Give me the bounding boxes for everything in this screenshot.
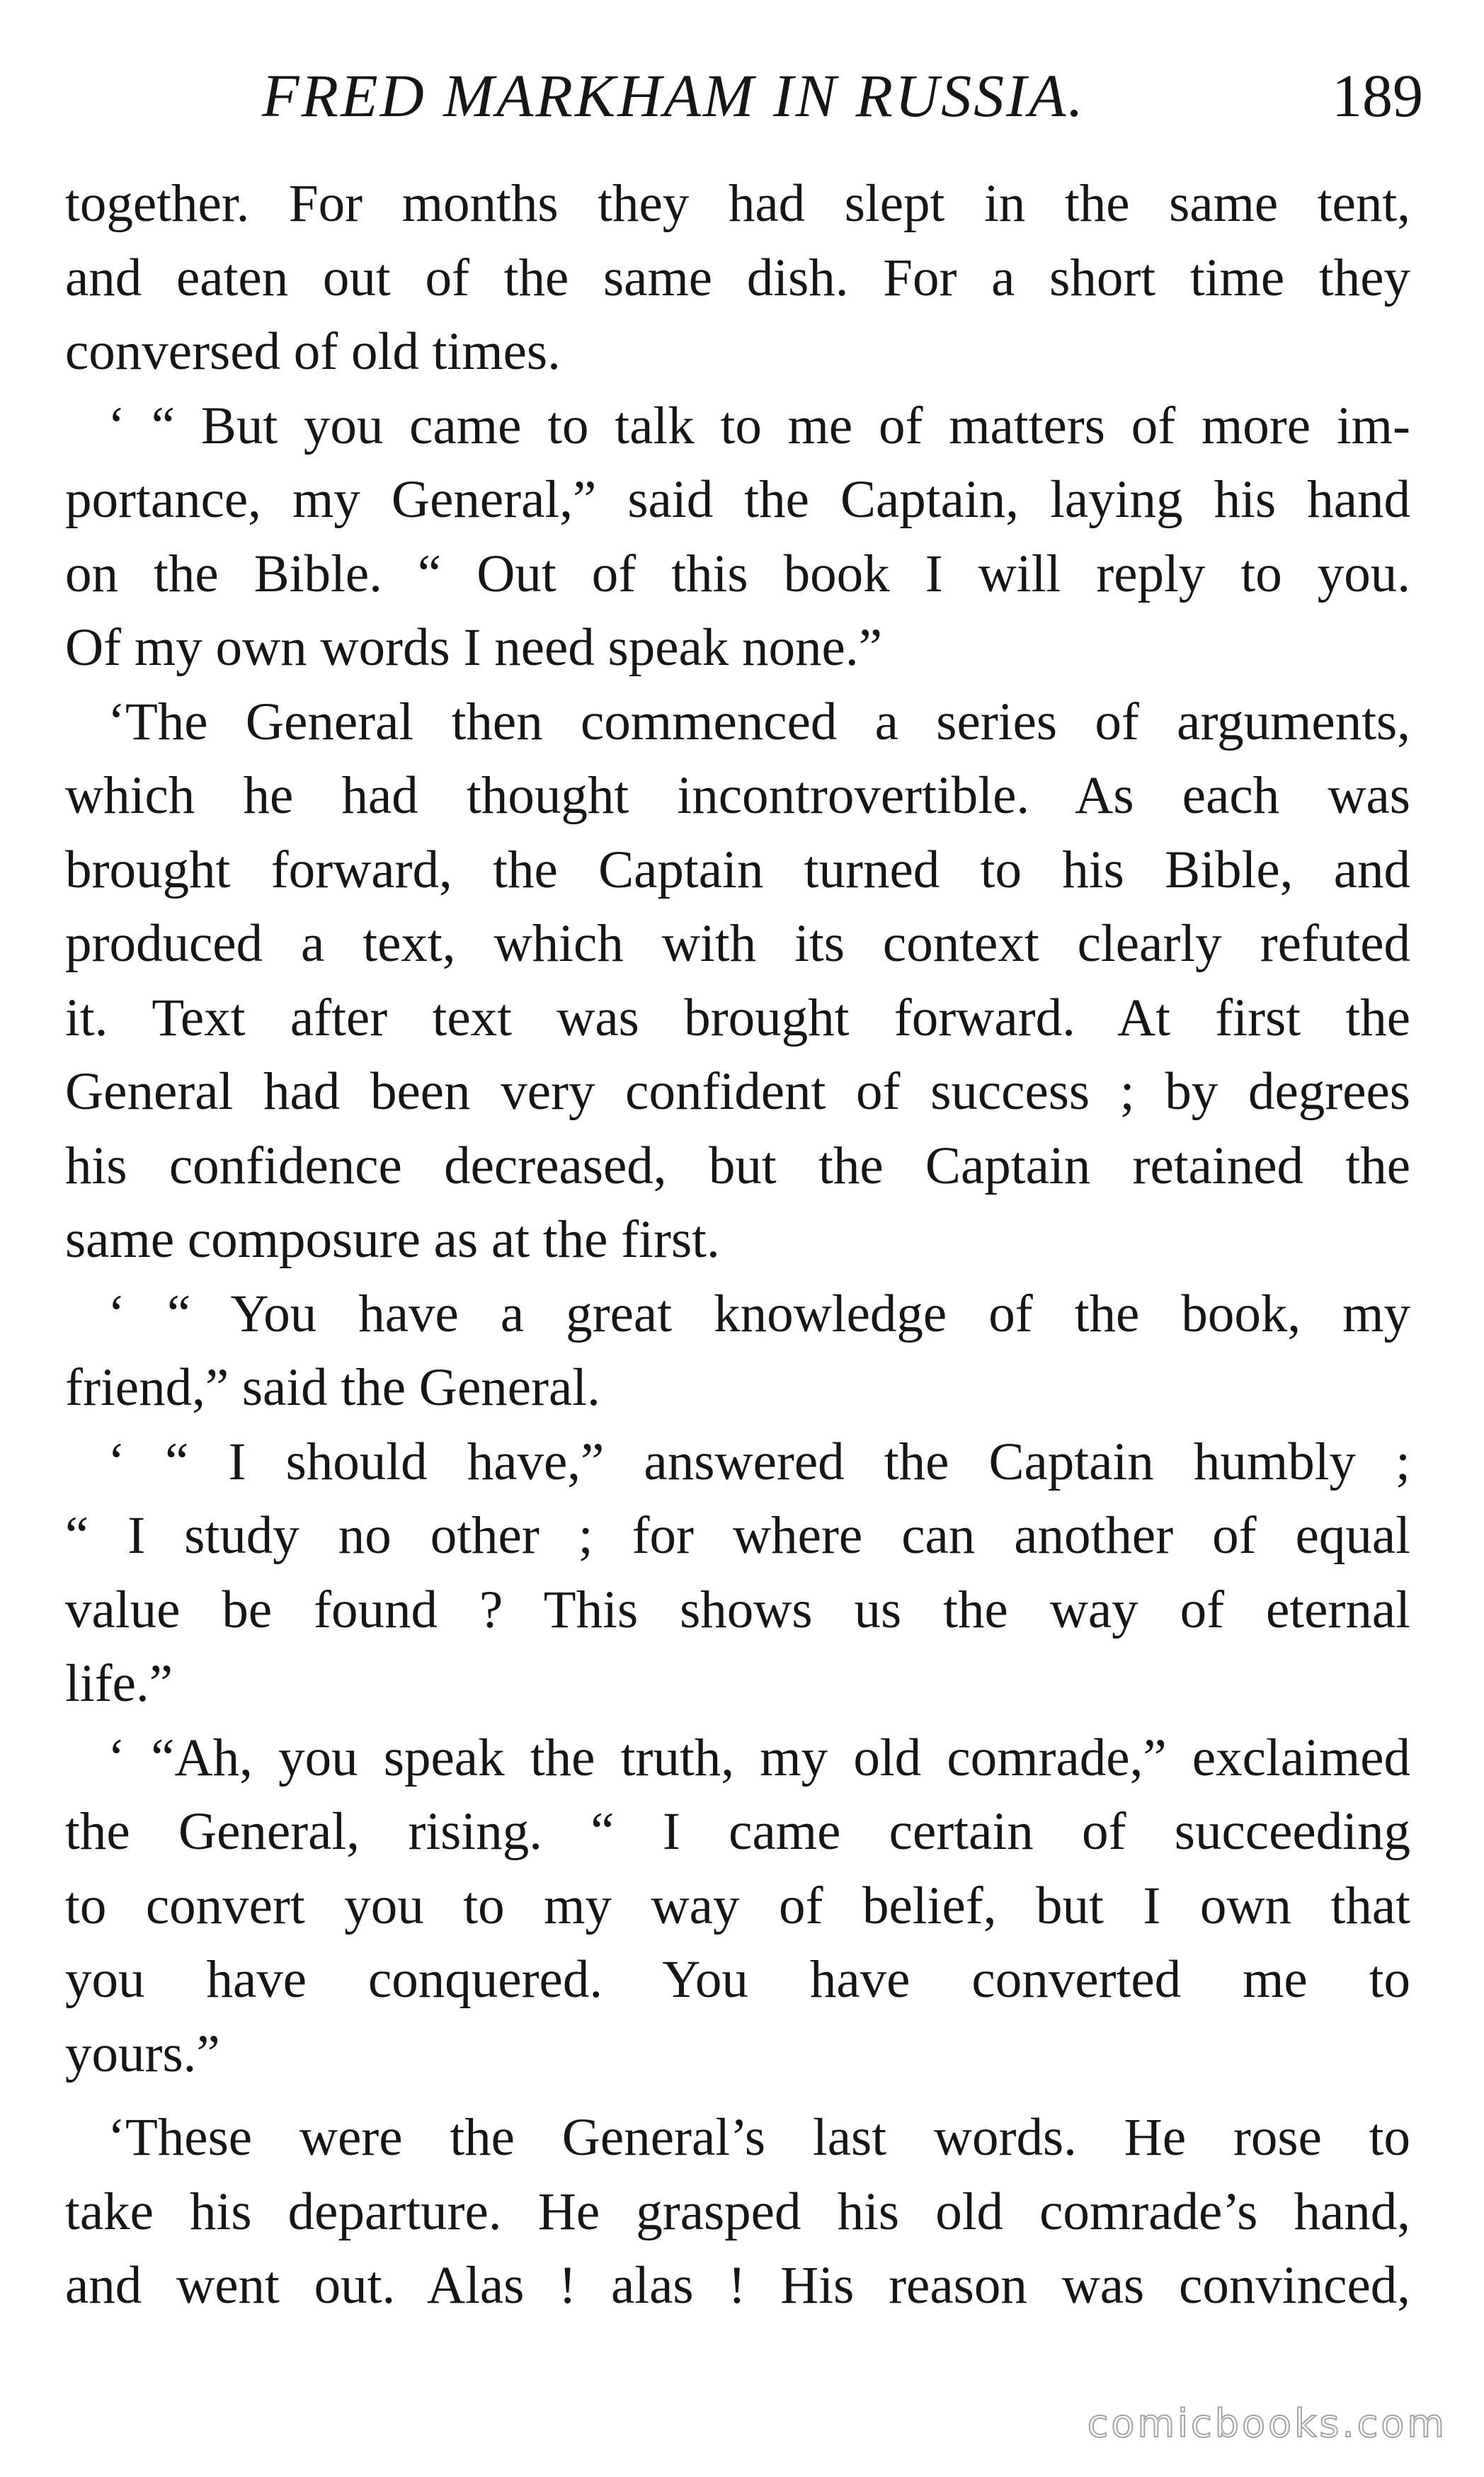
text-line: it. Text after text was brought forward. At first the [65,988,1410,1047]
text-line: conversed of old times. [65,322,561,381]
text-line: ‘ “ You have a great knowledge of the book, my [108,1284,1410,1343]
text-line: ‘ “ But you came to talk to me of matters of more im- [108,396,1410,455]
page-number: 189 [1332,62,1423,130]
text-line: ‘ “ I should have,” answered the Captain humbly ; [108,1432,1410,1491]
text-line: on the Bible. “ Out of this book I will reply to you. [65,544,1410,603]
text-line: life.” [65,1654,173,1713]
text-line: General had been very confident of success ; by degrees [65,1062,1410,1121]
text-line: you have conquered. You have converted me to [65,1950,1410,2009]
text-line: yours.” [65,2024,220,2083]
text-line: ‘These were the General’s last words. He rose to [108,2108,1410,2167]
page-header [262,62,1423,143]
text-line: the General, rising. “ I came certain of succeeding [65,1802,1410,1861]
text-line: portance, my General,” said the Captain, laying his hand [65,470,1410,529]
text-line: and went out. Alas ! alas ! His reason was convinced, [65,2256,1410,2315]
text-line: brought forward, the Captain turned to his Bible, and [65,840,1410,899]
text-line: Of my own words I need speak none.” [65,618,882,677]
text-line: his confidence decreased, but the Captain retained the [65,1136,1410,1195]
watermark-logo: comicbooks.com [1087,2401,1447,2446]
running-title: FRED MARKHAM IN RUSSIA. [262,62,1085,130]
text-line: ‘ “Ah, you speak the truth, my old comrade,” exclaimed [108,1728,1410,1787]
text-line: which he had thought incontrovertible. As each was [65,766,1410,825]
text-line: value be found ? This shows us the way of eternal [65,1580,1410,1639]
text-line: and eaten out of the same dish. For a short time they [65,248,1410,307]
text-line: to convert you to my way of belief, but I own that [65,1876,1410,1935]
text-line: together. For months they had slept in the same tent, [65,174,1410,233]
text-line: ‘The General then commenced a series of arguments, [108,692,1410,751]
text-line: take his departure. He grasped his old comrade’s hand, [65,2182,1410,2241]
text-line: “ I study no other ; for where can another of equal [65,1506,1410,1565]
body-text [65,167,1410,2323]
text-line: same composure as at the first. [65,1210,720,1269]
text-line: produced a text, which with its context clearly refuted [65,914,1410,973]
text-line: friend,” said the General. [65,1358,600,1417]
